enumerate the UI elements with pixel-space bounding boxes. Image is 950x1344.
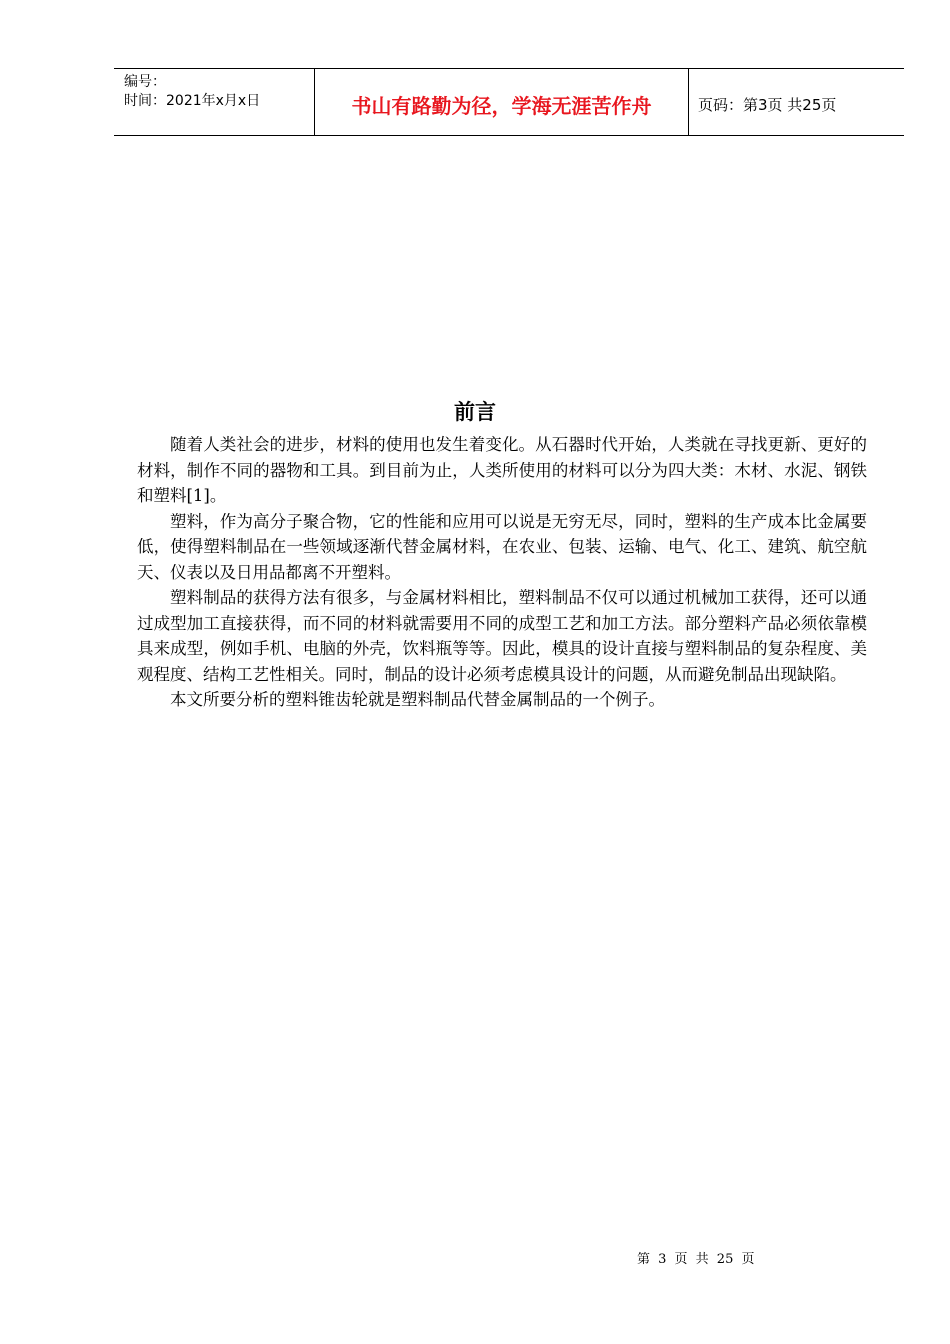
header-page-info: 页码：第3页 共25页	[698, 95, 837, 114]
section-title: 前言	[454, 400, 496, 424]
body-text	[137, 432, 867, 713]
number-label: 编号：	[124, 74, 166, 90]
header-meta-cell	[114, 69, 315, 135]
page-footer: 第 3 页 共 25 页	[637, 1252, 755, 1267]
header-table	[114, 68, 904, 136]
paragraph: 塑料，作为高分子聚合物，它的性能和应用可以说是无穷无尽，同时，塑料的生产成本比金属要低，使得塑料制品在一些领域逐渐代替金属材料，在农业、包装、运输、电气、化工、建筑、航空航天、仪表以及日用品都离不开塑料。	[137, 511, 867, 582]
paragraph: 本文所要分析的塑料锥齿轮就是塑料制品代替金属制品的一个例子。	[170, 690, 665, 709]
paragraph: 随着人类社会的进步，材料的使用也发生着变化。从石器时代开始，人类就在寻找更新、更好的材料，制作不同的器物和工具。到目前为止，人类所使用的材料可以分为四大类：木材、水泥、钢铁和塑料[1]。	[137, 435, 867, 505]
paragraph: 塑料制品的获得方法有很多，与金属材料相比，塑料制品不仅可以通过机械加工获得，还可以通过成型加工直接获得，而不同的材料就需要用不同的成型工艺和加工方法。部分塑料产品必须依靠模具来成型，例如手机、电脑的外壳，饮料瓶等等。因此，模具的设计直接与塑料制品的复杂程度、美观程度、结构工艺性相关。同时，制品的设计必须考虑模具设计的问题，从而避免制品出现缺陷。	[137, 588, 867, 684]
header-motto: 书山有路勤为径，学海无涯苦作舟	[315, 69, 689, 135]
time-label: 时间：2021年x月x日	[124, 93, 261, 109]
